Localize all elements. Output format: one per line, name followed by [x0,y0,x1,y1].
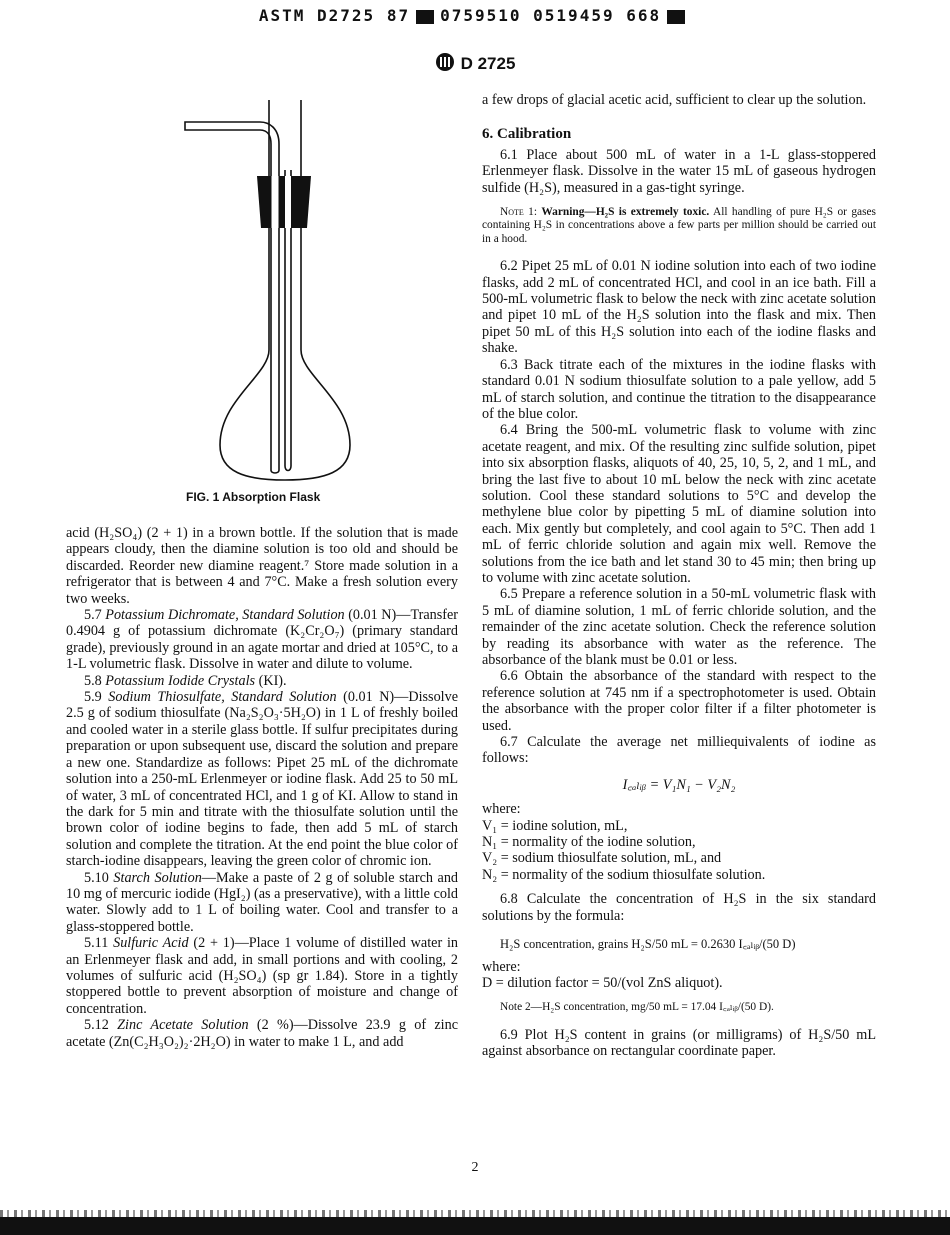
paragraph-6-8: 6.8 Calculate the concentration of H₂S in the six standard solutions by the formula: [482,891,876,924]
paragraph-5-11: 5.11 Sulfuric Acid (2 + 1)—Place 1 volume of distilled water in an Erlenmeyer flask and add, in small portions and with cooling, 2 volumes of sulfuric acid (H₂SO₄) (sp gr 1.84). Store in a tightly stoppered bottle to prevent absorption of moisture and change of concentration. [66,935,458,1017]
list-item: V₂ = sodium thiosulfate solution, mL, and [482,850,722,867]
page-number: 2 [471,1160,479,1175]
right-column [482,92,876,1060]
paragraph-6-7: 6.7 Calculate the average net milliequivalents of iodine as follows: [482,734,876,767]
list-item: N₂ = normality of the sodium thiosulfate solution. [482,866,766,883]
paragraph-6-4: 6.4 Bring the 500-mL volumetric flask to volume with zinc acetate reagent, and mix. Of the resulting zinc sulfide solution, pipet into six absorption flasks, aliquots of 40, 25, 10, 5, 2, and 1 mL, and bring the last five to about 10 mL below the neck with zinc acetate solution. Cool these standard solutions to 5°C and develop the methylene blue color by pipetting 5 mL of diamine solution into each. Mix gently but completely, and cool again to 5°C. Then add 1 mL of ferric chloride solution and again mix well. Remove the solutions from the ice bath and let stand 30 to 45 min; then bring up to volume with zinc acetate solution. [482,422,876,586]
paragraph-6-2: 6.2 Pipet 25 mL of 0.01 N iodine solution into each of two iodine flasks, add 2 mL of concentrated HCl, and cool in an ice bath. Fill a 500-mL volumetric flask to below the neck with zinc acetate solution and pipet 10 mL of the H₂S solution into the flask and mix. Then pipet 50 mL of this H₂S solution into each of the iodine flasks and shake. [482,258,876,357]
where-label-2: where: [482,958,521,975]
black-block-icon [667,10,685,24]
paragraph-6-1: 6.1 Place about 500 mL of water in a 1-L glass-stoppered Erlenmeyer flask. Dissolve in the water 15 mL of gaseous hydrogen sulfide (H₂S), measured in a gas-tight syringe. [482,146,876,196]
paragraph-5-10: 5.10 Starch Solution—Make a paste of 2 g of soluble starch and 10 mg of mercuric iodide (HgI₂) (as a preservative), with a little cold water. Slowly add to 1 L of boiling water. Cool and transfer to a glass-stoppered bottle. [66,869,459,935]
paragraph-6-6: 6.6 Obtain the absorbance of the standard with respect to the reference solution at 745 nm if a spectrophotometer is used. Obtain the absorbance with the proper color filter if a filter photometer is used. [482,668,876,734]
paragraph-6-9: 6.9 Plot H₂S content in grains (or milligrams) of H₂S/50 mL against absorbance on rectangular coordinate paper. [482,1026,876,1060]
note-2: Note 2—H₂S concentration, mg/50 mL = 17.04 I꜀ₐₗᵢᵦ/(50 D). [500,1001,774,1014]
list-item: N₁ = normality of the iodine solution, [482,834,696,851]
scan-header-left: ASTM D2725 87 [258,6,411,25]
paragraph-6-5: 6.5 Prepare a reference solution in a 50-mL volumetric flask with 5 mL of diamine solution, 1 mL of ferric chloride solution, and the remainder of the zinc acetate solution. Check the reference solution by reading its absorbance with water as the reference. The absorbance of the blank must be 0.01 or less. [482,586,876,668]
paragraph-diamine-cont: acid (H₂SO₄) (2 + 1) in a brown bottle. If the solution that is made appears cloudy, then the diamine solution is too old and should be discarded. Reorder new diamine reagent.⁷ Store made solution in a refrigerator that is between 4 and 7°C. Make a fresh solution every two weeks. [66,525,458,607]
document-designation: D 2725 [460,53,516,73]
paragraph-5-9: 5.9 Sodium Thiosulfate, Standard Solution (0.01 N)—Dissolve 2.5 g of sodium thiosulfate (Na₂S₂O₃·5H₂O) in 1 L of freshly boiled and cooled water in a sterile glass bottle. If sulfur precipitates during preparation or upon subsequent use, discard the solution and prepare a new one. Standardize as follows: Pipet 25 mL of the dichromate solution into a 250-mL Erlenmeyer or iodine flask. Add 25 to 50 mL of water, 3 mL of concentrated HCl, and 1 g of KI. Allow to stand in the dark for 5 min and titrate with the thiosulfate solution until the brown color of iodine begins to fade, then add 5 mL of starch solution and complete the titration. At the end point the blue color of starch-iodine disappears, leaving the green color of chromic ion. [66,689,459,870]
figure-caption: FIG. 1 Absorption Flask [186,490,321,504]
scan-header-middle: 0759510 0519459 668 [440,6,662,25]
dilution-definition: D = dilution factor = 50/(vol ZnS aliquot). [482,974,723,991]
equation-icalib: I꜀ₐₗᵢᵦ = V₁N₁ − V₂N₂ [622,776,736,793]
absorption-flask-figure [165,100,425,490]
paragraph-6-3: 6.3 Back titrate each of the mixtures in the iodine flasks with standard 0.01 N sodium thiosulfate solution to a pale yellow, add 5 mL of starch solution, and continue the titration to the disappearance of the blue color. [482,356,876,422]
paragraph-5-12: 5.12 Zinc Acetate Solution (2 %)—Dissolve 23.9 g of zinc acetate (Zn(C₂H₃O₂)₂·2H₂O) in water to make 1 L, and add [66,1017,459,1050]
where-label: where: [482,801,521,818]
paragraph-5-8: 5.8 Potassium Iodide Crystals (KI). [84,672,287,689]
section-title-calibration: 6. Calibration [482,126,572,143]
left-column [66,525,458,1050]
list-item: V₁ = iodine solution, mL, [482,817,628,834]
scan-artifact-bar [0,1217,950,1235]
scan-header-code [0,6,950,25]
document-header [0,52,950,77]
paragraph-5-7: 5.7 Potassium Dichromate, Standard Solution (0.01 N)—Transfer 0.4904 g of potassium dichromate (K₂Cr₂O₇) (primary standard grade), previously ground in an agate mortar and dried at 105°C, to a 1-L volumetric flask. Dissolve in water and dilute to volume. [66,607,458,673]
astm-logo-icon [435,52,455,77]
note-1: Note 1: Warning—H₂S is extremely toxic. All handling of pure H₂S or gases containing H₂S in concentrations above a few parts per million should be carried out in a hood. [482,206,876,245]
formula-h2s-concentration: H₂S concentration, grains H₂S/50 mL = 0.2630 I꜀ₐₗᵢᵦ/(50 D) [500,937,796,952]
absorption-flask-drawing [165,100,425,490]
black-block-icon [416,10,434,24]
variable-definitions [482,818,876,884]
paragraph-acetic-cont: a few drops of glacial acetic acid, sufficient to clear up the solution. [482,92,867,108]
